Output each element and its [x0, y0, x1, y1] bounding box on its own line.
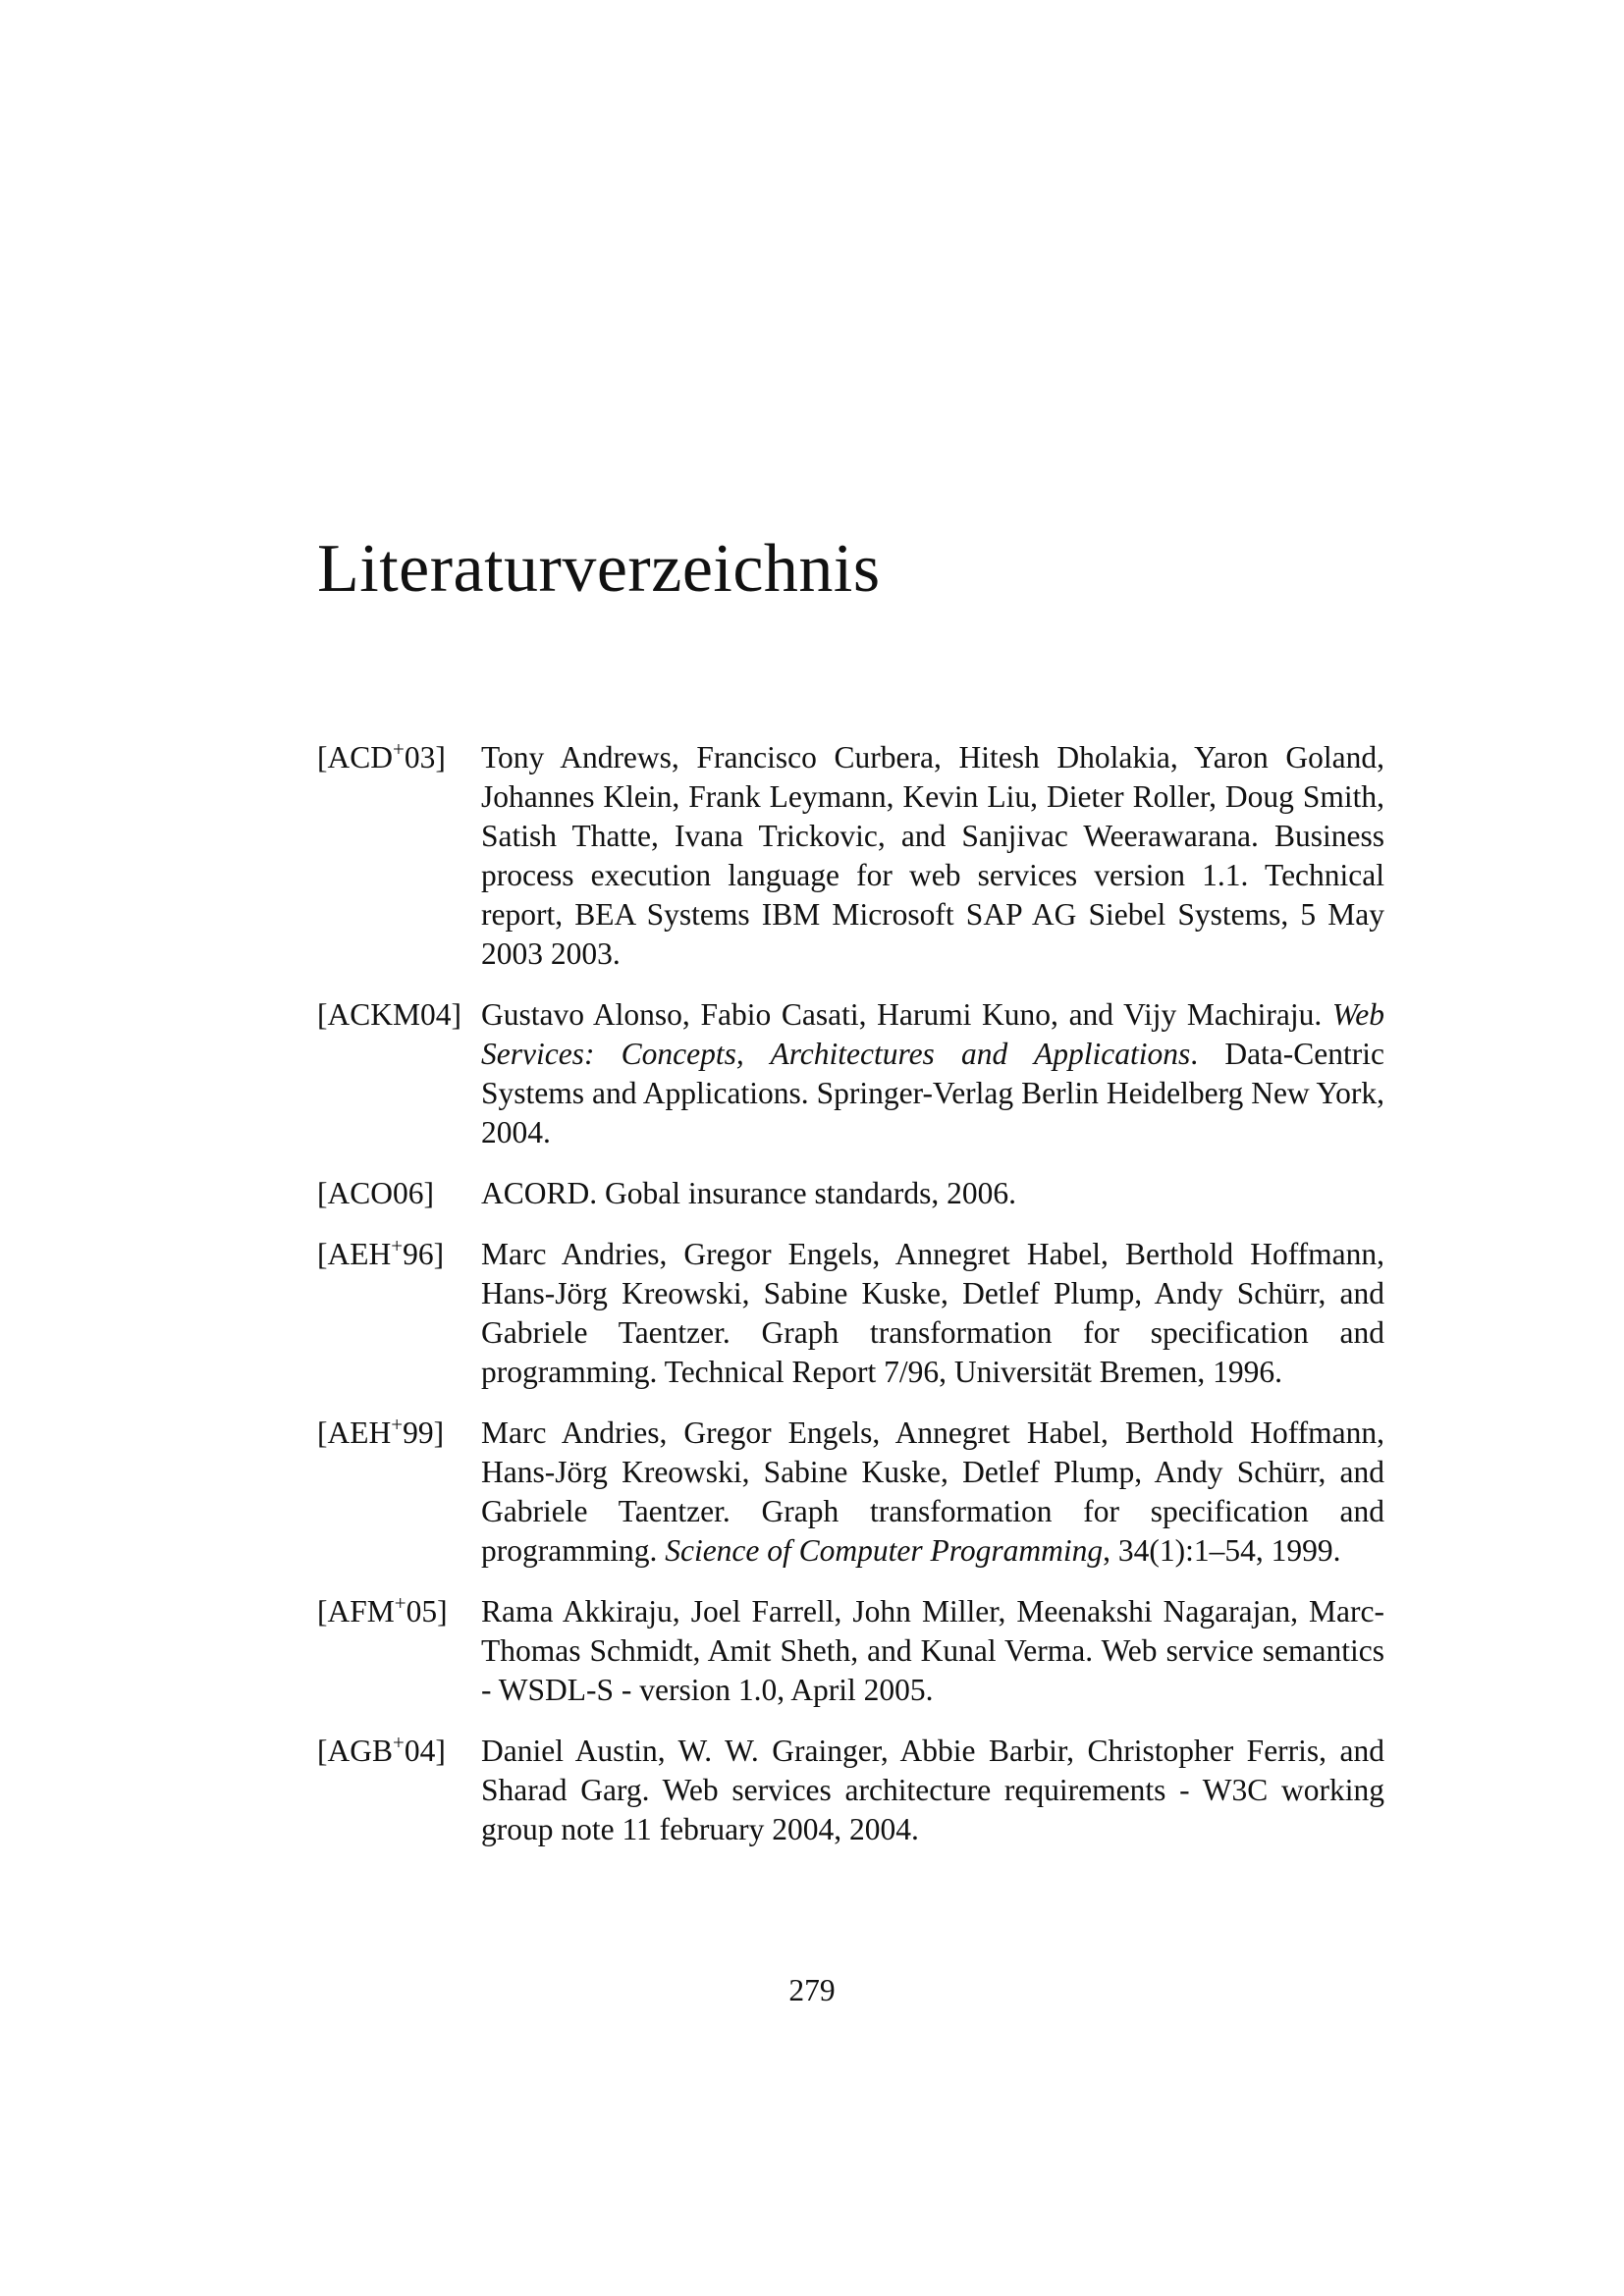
bib-entry-aeh96 [317, 1235, 1397, 1392]
citation-key: [ACO06] [317, 1176, 434, 1210]
reference-text: Tony Andrews, Francisco Curbera, Hitesh Dholakia, Yaron Goland, Johannes Klein, Frank Leymann, Kevin Liu, Dieter Roller, Doug Smith, Satish Thatte, Ivana Trickovic, and Sanjivac Weerawarana. Business process execution language for web services version 1.1. Technical report, BEA Systems IBM Microsoft SAP AG Siebel Systems, 5 May 2003 2003. [481, 740, 1384, 971]
reference-text: Marc Andries, Gregor Engels, Annegret Habel, Berthold Hoffmann, Hans-Jörg Kreowski, Sabine Kuske, Detlef Plump, Andy Schürr, and Gabriele Taentzer. Graph transformation for specification and programming. Technical Report 7/96, Universität Bremen, 1996. [481, 1237, 1384, 1389]
reference-title-italic: Web Services: Concepts, Architectures and Applications [481, 997, 1384, 1071]
reference-text: Gustavo Alonso, Fabio Casati, Harumi Kuno, and Vijy Machiraju. Web Services: Concepts, Architectures and Applications. Data-Centric Systems and Applications. Springer-Verlag Berlin Heidelberg New York, 2004. [481, 997, 1384, 1149]
citation-key: [ACKM04] [317, 997, 461, 1032]
page-title: Literaturverzeichnis [317, 531, 881, 607]
reference-text: Rama Akkiraju, Joel Farrell, John Miller, Meenakshi Nagarajan, Marc-Thomas Schmidt, Amit Sheth, and Kunal Verma. Web service semantics - WSDL-S - version 1.0, April 2005. [481, 1594, 1384, 1707]
bib-entry-acd03 [317, 738, 1397, 974]
reference-text: ACORD. Gobal insurance standards, 2006. [481, 1176, 1017, 1210]
bib-entry-aco06 [317, 1174, 1397, 1213]
citation-key: [AGB+04] [317, 1730, 446, 1768]
bib-entry-aeh99 [317, 1414, 1397, 1571]
citation-key: [AEH+96] [317, 1233, 445, 1271]
citation-key: [ACD+03] [317, 736, 446, 774]
bib-entry-afm05 [317, 1592, 1397, 1710]
reference-text: Daniel Austin, W. W. Grainger, Abbie Barbir, Christopher Ferris, and Sharad Garg. Web services architecture requirements - W3C working group note 11 february 2004, 2004. [481, 1734, 1384, 1846]
reference-journal-italic: Science of Computer Programming [665, 1533, 1104, 1568]
bibliography-list [317, 738, 1397, 1871]
page-number: 279 [788, 1973, 836, 2007]
bib-entry-ackm04 [317, 995, 1397, 1152]
citation-key: [AEH+99] [317, 1412, 445, 1450]
reference-text: Marc Andries, Gregor Engels, Annegret Habel, Berthold Hoffmann, Hans-Jörg Kreowski, Sabine Kuske, Detlef Plump, Andy Schürr, and Gabriele Taentzer. Graph transformation for specification and programming. Science of Computer Programming, 34(1):1–54, 1999. [481, 1415, 1384, 1568]
bib-entry-agb04 [317, 1732, 1397, 1849]
citation-key: [AFM+05] [317, 1590, 448, 1629]
